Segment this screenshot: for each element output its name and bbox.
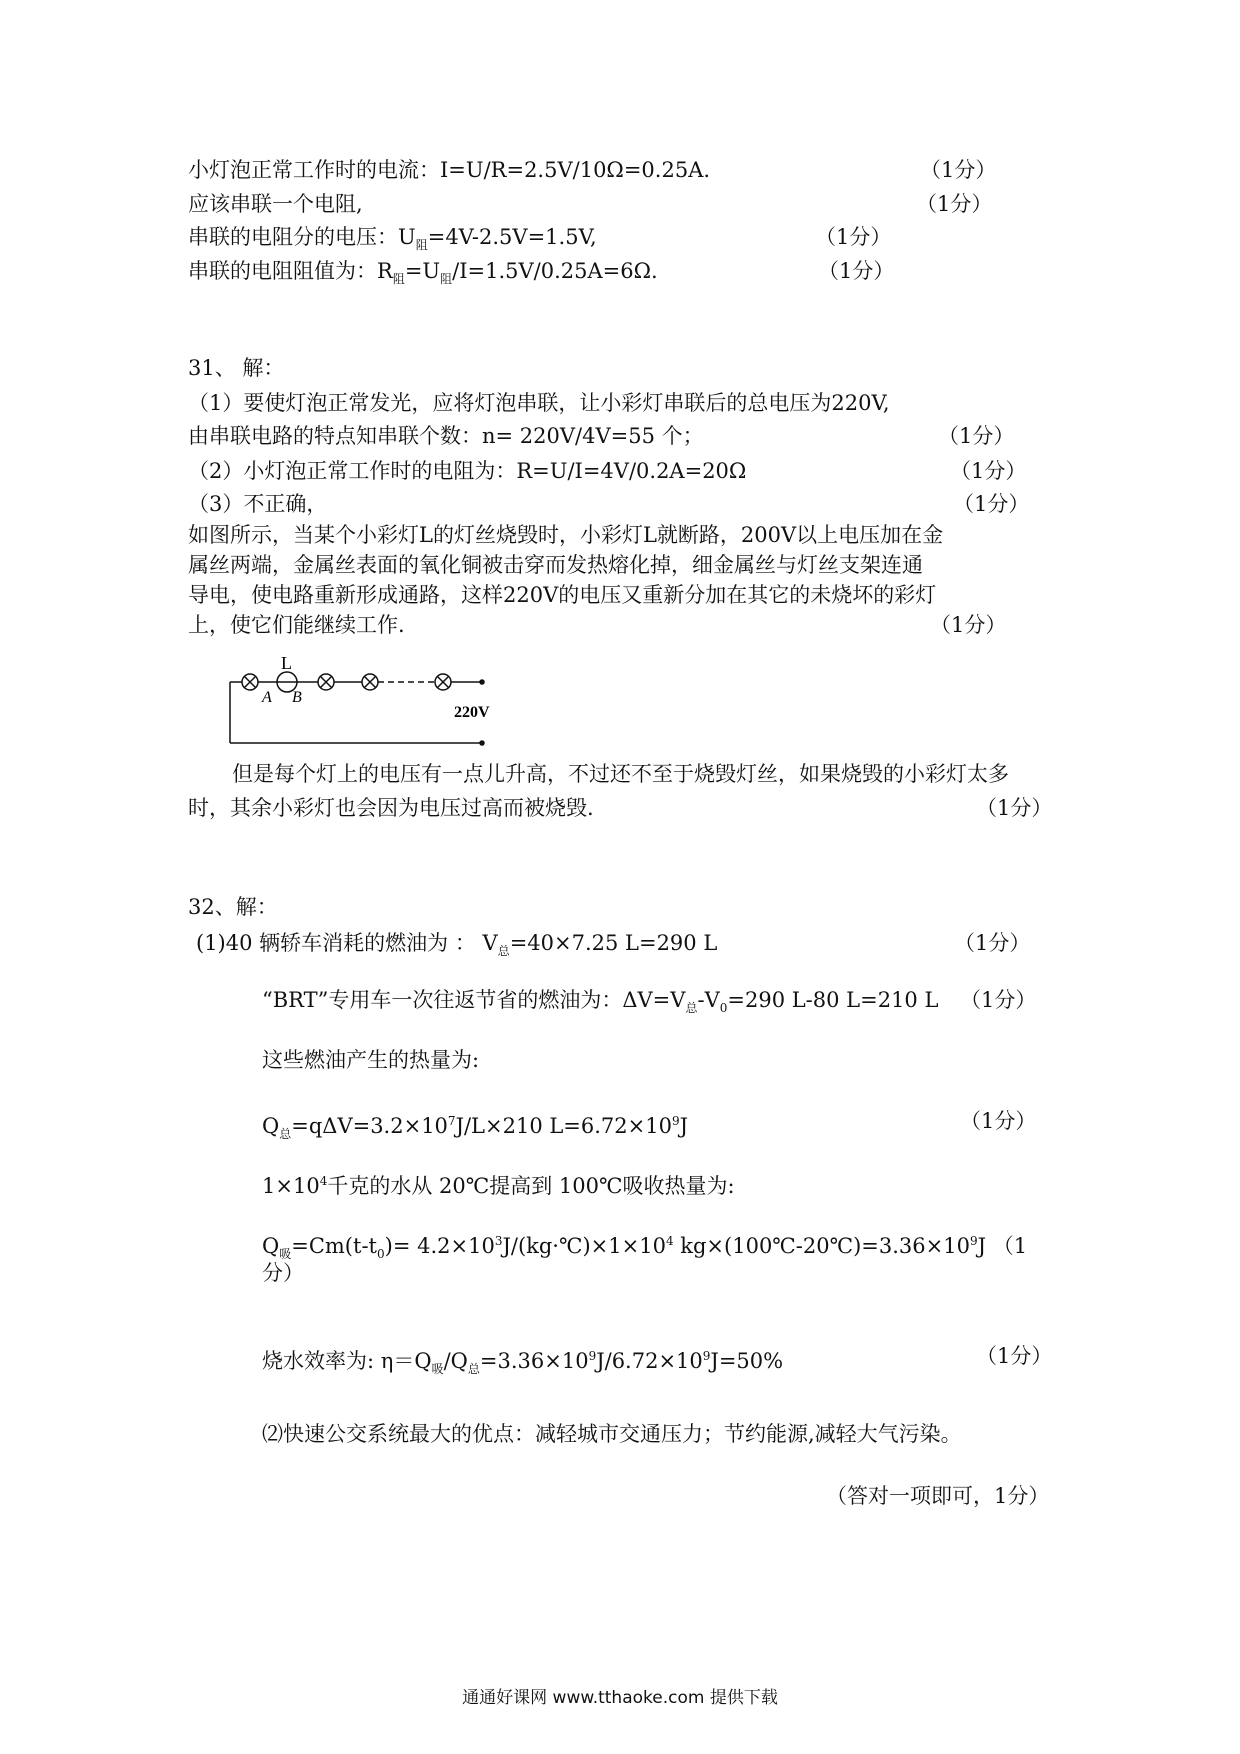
s31-line-3: （2）小灯泡正常工作时的电阻为：R=U/I=4V/0.2A=20Ω	[188, 459, 747, 483]
s31-score-2: （1分）	[938, 424, 1015, 448]
point-b-label: B	[292, 689, 302, 706]
s31-score-4: （1分）	[953, 492, 1030, 516]
s32-line-4: $Q_总=q\Delta V=3.2\times 10^7J/L\times 210$ $L=6.72\times 10^9J$	[262, 1114, 689, 1142]
s32-line-6-cont: 分）	[262, 1261, 304, 1285]
point-a-label: A	[262, 689, 272, 706]
s32-line-2: “BRT”专用车一次往返节省的燃油为：$\Delta V=V_总-V_0=290$ L-80 L=210 L	[262, 988, 939, 1016]
voltage-label: 220V	[454, 704, 490, 721]
s32-line-1: (1)40 辆轿车消耗的燃油为 ： $V_总=40\times 7.25$ L=290 L	[196, 931, 718, 959]
s30-line-3: 串联的电阻分的电压：$U_阻=4V-2.5V=1.5V$,	[188, 225, 597, 253]
s30-score-3: （1分）	[815, 225, 892, 249]
s31-para-1: 如图所示，当某个小彩灯L的灯丝烧毁时，小彩灯L就断路，200V以上电压加在金	[188, 523, 944, 547]
s31-score-5: （1分）	[930, 613, 1007, 637]
s30-score-2: （1分）	[916, 192, 993, 216]
s32-line-8: ⑵快速公交系统最大的优点：减轻城市交通压力；节约能源,减轻大气污染。	[262, 1422, 962, 1446]
s31-note-1: 但是每个灯上的电压有一点儿升高，不过还不至于烧毁灯丝，如果烧毁的小彩灯太多	[232, 762, 1009, 786]
s31-para-4: 上，使它们能继续工作.	[188, 613, 405, 637]
s32-heading: 32、解：	[188, 895, 278, 919]
s32-line-5: $1\times 10^4$千克的水从 20℃提高到 100℃吸收热量为:	[262, 1174, 735, 1198]
s30-line-2: 应该串联一个电阻,	[188, 192, 363, 216]
s32-score-1: （1分）	[954, 931, 1031, 955]
s30-line-4: 串联的电阻阻值为：$R_阻=U_阻/I=1.5V/0.25A=6\Omega$.	[188, 259, 658, 287]
circuit-diagram	[220, 654, 520, 750]
s31-score-6: （1分）	[976, 796, 1053, 820]
s30-line-1: 小灯泡正常工作时的电流：I=U/R=2.5V/10Ω=0.25A.	[188, 158, 711, 182]
s31-line-4: （3）不正确，	[188, 492, 328, 516]
s31-line-2: 由串联电路的特点知串联个数：n= 220V/4V=55 个；	[188, 424, 704, 448]
s31-score-3: （1分）	[950, 459, 1027, 483]
s32-line-6: $Q_吸=Cm(t-t_0)=$ $4.2\times 10^3J/(kg\cdot℃)\times 1\times 10^4$ $kg\times(100℃-20℃)=3.36\times 10^9J$ （1	[262, 1234, 1028, 1262]
s31-para-2: 属丝两端，金属丝表面的氧化铜被击穿而发热熔化掉，细金属丝与灯丝支架连通	[188, 553, 923, 577]
lamp-l-label: L	[281, 654, 292, 673]
s31-line-1: （1）要使灯泡正常发光，应将灯泡串联，让小彩灯串联后的总电压为220V,	[188, 391, 890, 415]
s32-score-4: （1分）	[976, 1344, 1053, 1368]
s32-score-2: （1分）	[960, 988, 1037, 1012]
s32-line-3: 这些燃油产生的热量为:	[262, 1048, 480, 1072]
s30-score-1: （1分）	[920, 158, 997, 182]
s31-para-3: 导电，使电路重新形成通路，这样220V的电压又重新分加在其它的未烧坏的彩灯	[188, 583, 937, 607]
s31-heading: 31、 解：	[188, 356, 285, 380]
s31-note-2: 时，其余小彩灯也会因为电压过高而被烧毁.	[188, 796, 594, 820]
footer-download-note: 通通好课网 www.tthaoke.com 提供下载	[462, 1688, 778, 1708]
s30-score-4: （1分）	[818, 259, 895, 283]
s32-score-3: （1分）	[960, 1109, 1037, 1133]
s32-score-5: （答对一项即可，1分）	[826, 1484, 1050, 1508]
s32-line-7: 烧水效率为: $\eta=Q_吸/Q_总=3.36\times 10^9J/6.72\times 10^9J=50\%$	[262, 1349, 784, 1377]
